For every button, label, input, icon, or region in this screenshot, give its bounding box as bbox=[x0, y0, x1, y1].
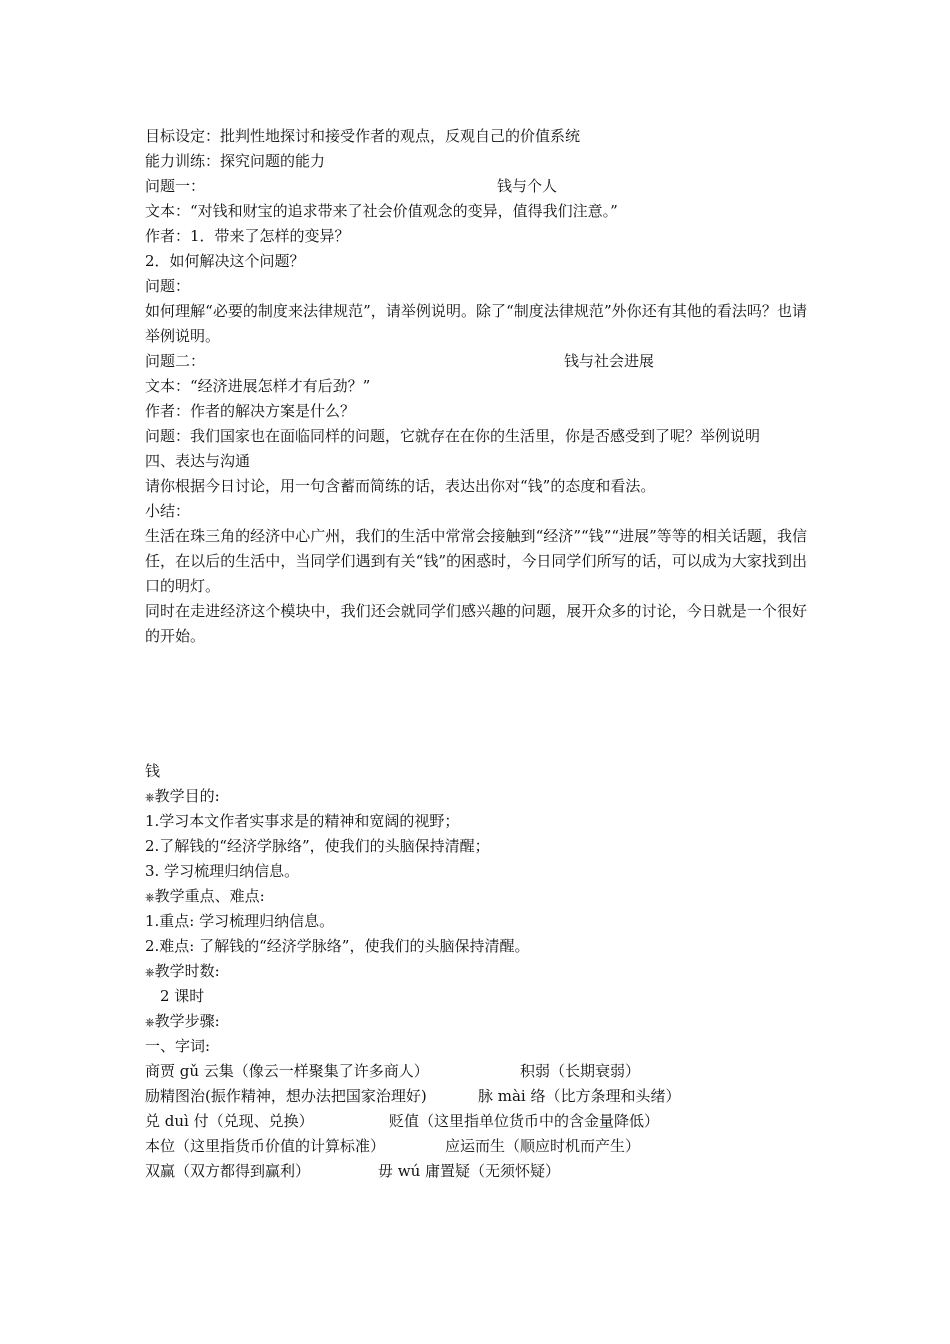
question-two-title: 钱与社会进展 bbox=[564, 352, 655, 370]
word-entry: 兑 duì 付（兑现、兑换） bbox=[145, 1112, 314, 1130]
page-gap bbox=[145, 649, 807, 759]
word-entry: 脉 mài 络（比方条理和头绪） bbox=[478, 1087, 681, 1105]
objective-item: 2.了解钱的“经济学脉络”，使我们的头脑保持清醒； bbox=[145, 837, 490, 855]
question-two-heading bbox=[145, 349, 807, 374]
steps-heading bbox=[145, 1009, 807, 1034]
goal-line: 目标设定：批判性地探讨和接受作者的观点，反观自己的价值系统 bbox=[145, 127, 581, 145]
word-entry: 商贾 gǔ 云集（像云一样聚集了许多商人） bbox=[145, 1062, 429, 1080]
hours-label: 教学时数: bbox=[154, 962, 220, 980]
word-row bbox=[145, 1134, 807, 1159]
question-two-label: 问题二： bbox=[145, 352, 206, 370]
objectives-label: 教学目的: bbox=[154, 787, 220, 805]
question-one-text: 文本：“对钱和财宝的追求带来了社会价值观念的变异，值得我们注意。” bbox=[145, 202, 618, 220]
objective-item: 1.学习本文作者实事求是的精神和宽阔的视野； bbox=[145, 812, 460, 830]
keypoints-heading bbox=[145, 884, 807, 909]
section-four-text: 请你根据今日讨论，用一句含蓄而简练的话，表达出你对“钱”的态度和看法。 bbox=[145, 477, 656, 495]
question-one-author-2: 2．如何解决这个问题？ bbox=[145, 252, 305, 270]
word-entry: 本位（这里指货币价值的计算标准） bbox=[145, 1137, 386, 1155]
word-entry: 励精图治(振作精神，想办法把国家治理好) bbox=[145, 1087, 427, 1105]
word-entry: 双赢（双方都得到赢利） bbox=[145, 1162, 311, 1180]
objective-item: 3. 学习梳理归纳信息。 bbox=[145, 862, 300, 880]
flower-bullet-icon: ⎈ bbox=[145, 790, 155, 804]
keypoint-item: 1.重点: 学习梳理归纳信息。 bbox=[145, 912, 335, 930]
question-one-author: 作者：1．带来了怎样的变异？ bbox=[145, 227, 350, 245]
keypoints-label: 教学重点、难点: bbox=[154, 887, 265, 905]
word-entry: 贬值（这里指单位货币中的含金量降低） bbox=[389, 1112, 660, 1130]
document-page bbox=[145, 124, 807, 1184]
hours-value: 2 课时 bbox=[160, 987, 205, 1005]
flower-bullet-icon: ⎈ bbox=[145, 965, 155, 979]
steps-label: 教学步骤: bbox=[154, 1012, 220, 1030]
lesson-title: 钱 bbox=[145, 762, 161, 780]
question-two-author: 作者：作者的解决方案是什么？ bbox=[145, 402, 356, 420]
word-entry: 应运而生（顺应时机而产生） bbox=[445, 1137, 641, 1155]
hours-heading bbox=[145, 959, 807, 984]
word-row bbox=[145, 1109, 807, 1134]
summary-label: 小结： bbox=[145, 502, 191, 520]
words-heading: 一、字词: bbox=[145, 1037, 211, 1055]
question-two-question: 问题：我们国家也在面临同样的问题，它就存在在你的生活里，你是否感受到了呢？举例说明 bbox=[145, 427, 761, 445]
word-row bbox=[145, 1084, 807, 1109]
word-row bbox=[145, 1159, 807, 1184]
objectives-heading bbox=[145, 784, 807, 809]
summary-paragraph-2: 同时在走进经济这个模块中，我们还会就同学们感兴趣的问题，展开众多的讨论，今日就是一个很好的开始。 bbox=[145, 602, 807, 645]
flower-bullet-icon: ⎈ bbox=[145, 1015, 155, 1029]
section-four-heading: 四、表达与沟通 bbox=[145, 452, 251, 470]
summary-paragraph-1: 生活在珠三角的经济中心广州，我们的生活中常常会接触到“经济”“钱”“进展”等等的相关话题，我信任，在以后的生活中，当同学们遇到有关“钱”的困惑时，今日同学们所写的话，可以成为大家找到出口的明灯。 bbox=[145, 527, 807, 595]
question-one-question: 如何理解“必要的制度来法律规范”，请举例说明。除了“制度法律规范”外你还有其他的看法吗？也请举例说明。 bbox=[145, 302, 807, 345]
word-row bbox=[145, 1059, 807, 1084]
question-two-text: 文本：“经济进展怎样才有后劲？” bbox=[145, 377, 371, 395]
word-entry: 毋 wú 庸置疑（无须怀疑） bbox=[378, 1162, 561, 1180]
keypoint-item: 2.难点: 了解钱的“经济学脉络”，使我们的头脑保持清醒。 bbox=[145, 937, 530, 955]
question-one-question-label: 问题： bbox=[145, 277, 191, 295]
question-one-label: 问题一： bbox=[145, 177, 206, 195]
flower-bullet-icon: ⎈ bbox=[145, 890, 155, 904]
ability-line: 能力训练：探究问题的能力 bbox=[145, 152, 326, 170]
question-one-heading bbox=[145, 174, 807, 199]
word-entry: 积弱（长期衰弱） bbox=[520, 1062, 641, 1080]
question-one-title: 钱与个人 bbox=[497, 177, 558, 195]
